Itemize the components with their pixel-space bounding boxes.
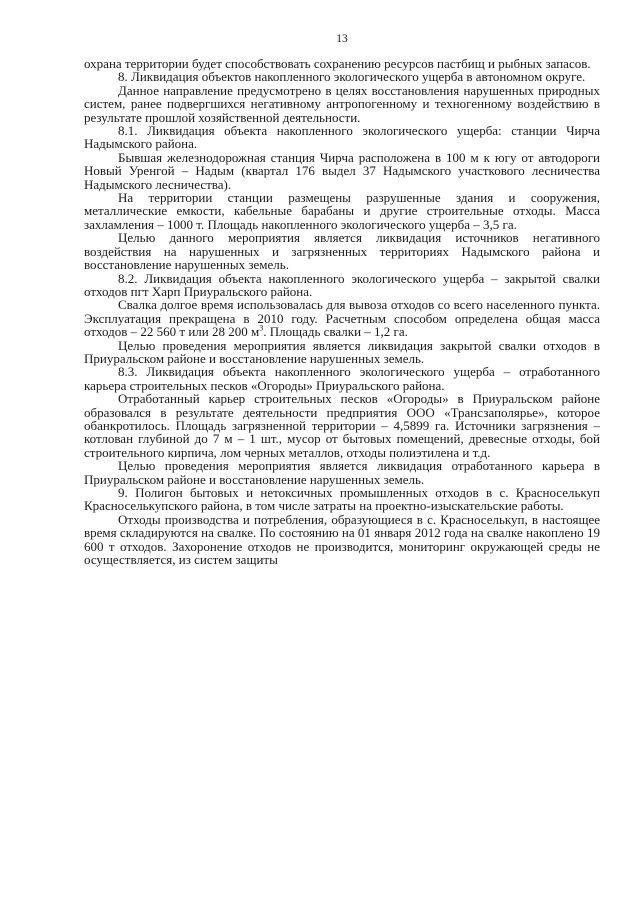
paragraph-text: Бывшая железнодорожная станция Чирча расположена в 100 м к югу от автодороги Новый Уренгой – Надым (квартал 176 выдел 37 Надымского участкового лесничества Надымского лесничества). — [84, 149, 600, 192]
page-number: 13 — [336, 33, 348, 45]
paragraph — [84, 298, 600, 338]
paragraph-text-continued: . Площадь свалки – 1,2 га. — [263, 324, 408, 340]
paragraph — [84, 459, 600, 486]
paragraph-text: Свалка долгое время использовалась для вывоза отходов со всего населенного пункта. Эксплуатация прекращена в 2010 году. Расчетным способом определена общая масса отходов – 22 560 т или 28 200 м — [84, 297, 600, 340]
paragraph — [84, 57, 600, 70]
paragraph-text: охрана территории будет способствовать сохранению ресурсов пастбищ и рыбных запасов. — [84, 56, 591, 71]
paragraph — [84, 365, 600, 392]
paragraph-text: Отработанный карьер строительных песков «Огороды» в Приуральском районе образовался в результате деятельности предприятия ООО «Трансзаполярье», которое обанкротилось. Площадь загрязненной территории – 4,5899 га. Источники загрязнения – котлован глубиной до 7 м – 1 шт., мусор от бытовых помещений, древесные отходы, бой строительного кирпича, лом черных металлов, отходы полиэтилена и т.д. — [84, 391, 600, 460]
paragraph — [84, 124, 600, 151]
paragraph-text: На территории станции размещены разрушенные здания и сооружения, металлические емкости, кабельные барабаны и другие строительные отходы. Масса захламления – 1000 т. Площадь накопленного экологического ущерба – 3,5 га. — [84, 190, 600, 232]
paragraph — [84, 272, 600, 299]
paragraph-text: Целью проведения мероприятия является ликвидация отработанного карьера в Приуральском районе и восстановление нарушенных земель. — [84, 458, 600, 487]
paragraph — [84, 84, 600, 124]
paragraph-text: 8.1. Ликвидация объекта накопленного экологического ущерба: станции Чирча Надымского района. — [84, 123, 600, 152]
paragraph — [84, 513, 600, 567]
paragraph-text: 8.3. Ликвидация объекта накопленного экологического ущерба – отработанного карьера строительных песков «Огороды» Приуральского района. — [84, 364, 600, 393]
document-body — [84, 57, 600, 566]
paragraph-text: 8.2. Ликвидация объекта накопленного экологического ущерба – закрытой свалки отходов пгт Харп Приуральского района. — [84, 270, 600, 299]
superscript: 3 — [259, 323, 264, 333]
document-page — [84, 32, 600, 566]
paragraph — [84, 392, 600, 459]
paragraph-text: Целью проведения мероприятия является ликвидация закрытой свалки отходов в Приуральском районе и восстановление нарушенных земель. — [84, 337, 600, 366]
paragraph-text: Целью данного мероприятия является ликвидация источников негативного воздействия на нарушенных и загрязненных территориях Надымского района и восстановление нарушенных земель. — [84, 230, 600, 273]
paragraph-text: Отходы производства и потребления, образующиеся в с. Красноселькуп, в настоящее время складируются на свалке. По состоянию на 01 января 2012 года на свалке накоплено 19 600 т отходов. Захоронение отходов не производится, мониторинг окружающей среды не осуществляется, из систем защиты — [84, 511, 600, 568]
paragraph — [84, 151, 600, 191]
paragraph-text: Данное направление предусмотрено в целях восстановления нарушенных природных систем, ранее подвергшихся негативному антропогенному и техногенному воздействию в результате прошлой хозяйственной деятельности. — [84, 82, 600, 125]
paragraph-text: 8. Ликвидация объектов накопленного экологического ущерба в автономном округе. — [118, 69, 586, 85]
paragraph-text: 9. Полигон бытовых и нетоксичных промышленных отходов в с. Красноселькуп Красноселькупского района, в том числе затраты на проектно-изыскательские работы. — [84, 485, 600, 514]
paragraph — [84, 231, 600, 271]
paragraph — [84, 486, 600, 513]
paragraph — [84, 339, 600, 366]
paragraph — [84, 70, 600, 83]
paragraph — [84, 191, 600, 231]
